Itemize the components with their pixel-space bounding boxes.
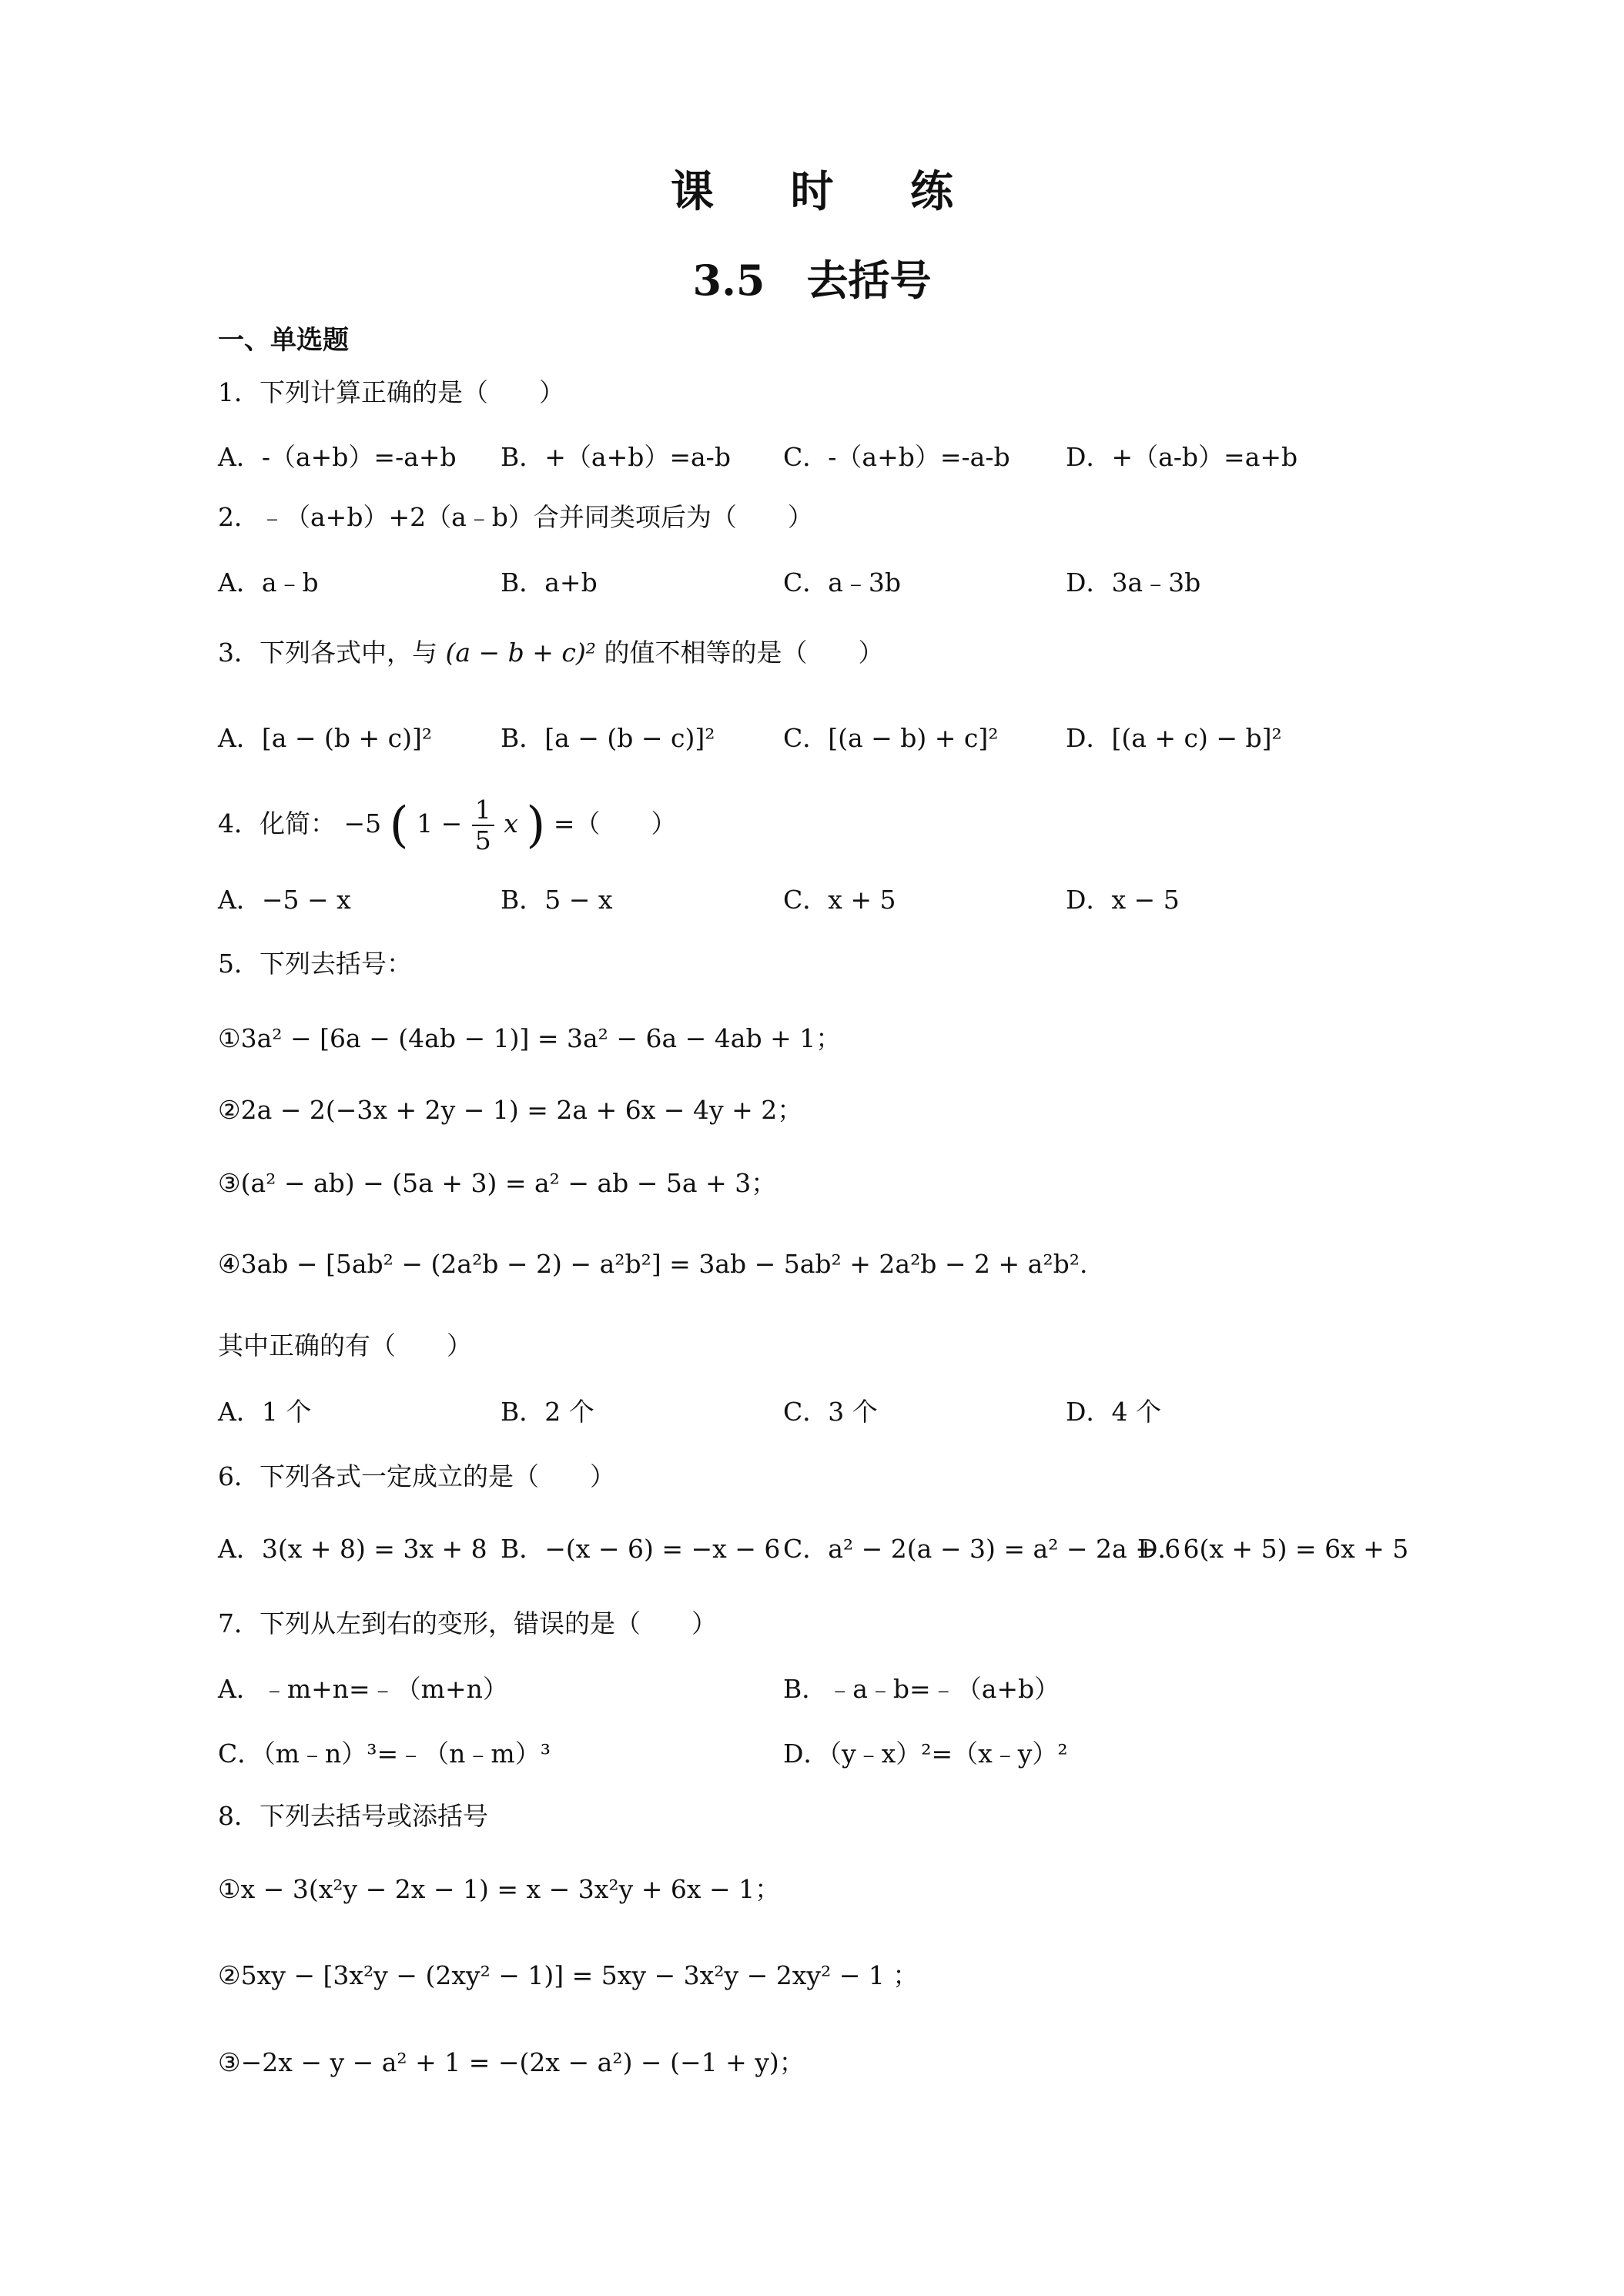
q4-option-b: B．5 − x: [501, 885, 613, 915]
q2-option-a: A．a﹣b: [218, 567, 319, 597]
q2-option-b: B．a+b: [501, 567, 598, 597]
question-8-stem: 8．下列去括号或添括号: [218, 1801, 488, 1831]
q5-item-2: ②2a − 2(−3x + 2y − 1) = 2a + 6x − 4y + 2；: [218, 1095, 803, 1125]
q5-item-4: ④3ab − [5ab² − (2a²b − 2) − a²b²] = 3ab − 5ab² + 2a²b − 2 + a²b².: [218, 1249, 1088, 1279]
q5-option-b: B．2 个: [501, 1397, 594, 1427]
q4-fraction-denominator: 5: [474, 825, 491, 855]
question-7-stem: 7．下列从左到右的变形，错误的是（ ）: [218, 1608, 717, 1638]
q4-option-a: A．−5 − x: [218, 885, 351, 915]
q4-stem-prefix: 4．化简：: [218, 808, 336, 838]
q5-option-c: C．3 个: [783, 1397, 878, 1427]
question-4-stem: [218, 785, 677, 862]
section-heading: 一、单选题: [218, 325, 349, 356]
q4-right-paren: ): [526, 797, 546, 854]
q3-option-a: A．[a − (b + c)]²: [218, 723, 433, 753]
q4-expression-variable: x: [504, 808, 518, 838]
q3-stem-prefix: 3．下列各式中，与: [218, 638, 437, 668]
q7-option-c: C．（m﹣n）³=﹣（n﹣m）³: [218, 1739, 551, 1769]
q3-stem-expression: (a − b + c)²: [445, 638, 597, 668]
q7-option-d: D．（y﹣x）²=（x﹣y）²: [783, 1739, 1068, 1769]
q4-expression-term: 1 −: [417, 808, 463, 838]
q5-item-3: ③(a² − ab) − (5a + 3) = a² − ab − 5a + 3；: [218, 1168, 777, 1198]
q6-option-d: D．6(x + 5) = 6x + 5: [1137, 1534, 1409, 1564]
page-title: 课 时 练: [671, 166, 984, 217]
q4-stem-suffix: =（ ）: [553, 808, 677, 838]
q2-option-d: D．3a﹣3b: [1066, 567, 1201, 597]
question-1-stem: 1．下列计算正确的是（ ）: [218, 377, 564, 407]
q4-fraction: [472, 795, 494, 855]
q8-item-2: ②5xy − [3x²y − (2xy² − 1)] = 5xy − 3x²y − 2xy² − 1 ；: [218, 1960, 919, 1990]
q6-option-a: A．3(x + 8) = 3x + 8: [218, 1534, 487, 1564]
page-subtitle: 3.5 去括号: [692, 256, 932, 305]
q5-footer: 其中正确的有（ ）: [218, 1330, 472, 1361]
q7-option-a: A．﹣m+n=﹣（m+n）: [218, 1674, 508, 1704]
q5-option-a: A．1 个: [218, 1397, 312, 1427]
q3-option-b: B．[a − (b − c)]²: [501, 723, 715, 753]
q4-expression-coefficient: −5: [343, 808, 382, 838]
q2-option-c: C．a﹣3b: [783, 567, 902, 597]
q7-option-b: B．﹣a﹣b=﹣（a+b）: [783, 1674, 1060, 1704]
q3-option-d: D．[(a + c) − b]²: [1066, 723, 1282, 753]
q6-option-b: B．−(x − 6) = −x − 6: [501, 1534, 781, 1564]
q1-option-d: D．+（a-b）=a+b: [1066, 442, 1298, 472]
question-5-stem: 5．下列去括号：: [218, 949, 412, 979]
q5-item-1: ①3a² − [6a − (4ab − 1)] = 3a² − 6a − 4ab + 1；: [218, 1023, 842, 1053]
q4-option-d: D．x − 5: [1066, 885, 1180, 915]
question-6-stem: 6．下列各式一定成立的是（ ）: [218, 1461, 615, 1491]
q8-item-3: ③−2x − y − a² + 1 = −(2x − a²) − (−1 + y)；: [218, 2047, 805, 2077]
q4-option-c: C．x + 5: [783, 885, 896, 915]
q4-left-paren: (: [389, 797, 409, 854]
q3-stem-suffix: 的值不相等的是（ ）: [604, 638, 884, 668]
q4-fraction-numerator: 1: [472, 795, 494, 826]
question-2-stem: 2．﹣（a+b）+2（a﹣b）合并同类项后为（ ）: [218, 502, 813, 532]
q1-option-b: B．+（a+b）=a-b: [501, 442, 731, 472]
q8-item-1: ①x − 3(x²y − 2x − 1) = x − 3x²y + 6x − 1；: [218, 1874, 781, 1904]
q1-option-a: A．-（a+b）=-a+b: [218, 442, 457, 472]
q3-option-c: C．[(a − b) + c]²: [783, 723, 999, 753]
q6-option-c: C．a² − 2(a − 3) = a² − 2a + 6: [783, 1534, 1181, 1564]
q1-option-c: C．-（a+b）=-a-b: [783, 442, 1010, 472]
question-3-stem: [218, 634, 884, 671]
q5-option-d: D．4 个: [1066, 1397, 1161, 1427]
